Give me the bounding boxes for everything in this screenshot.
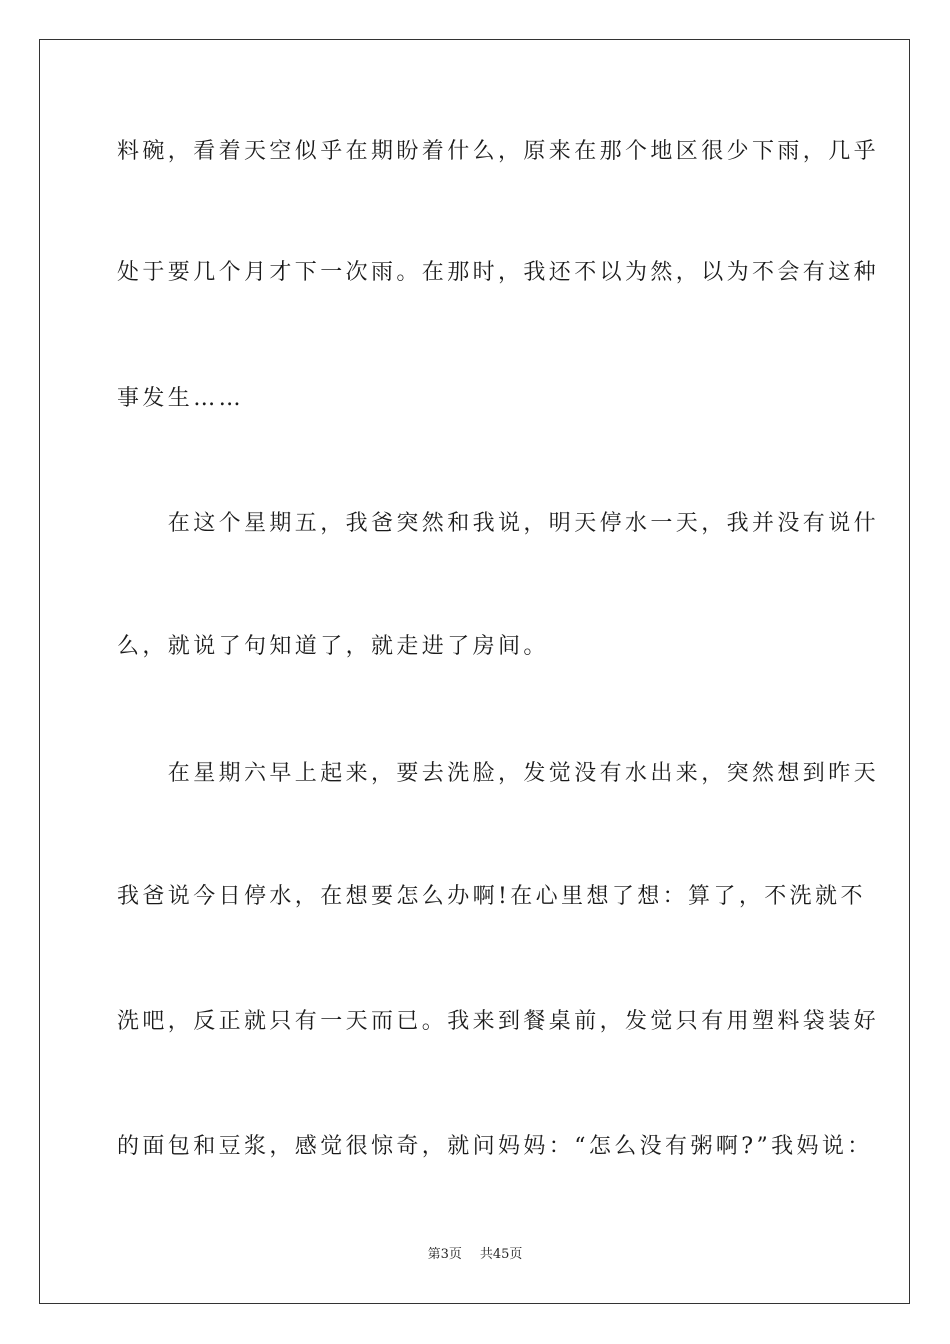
text-line: 我爸说今日停水，在想要怎么办啊!在心里想了想：算了，不洗就不 xyxy=(117,884,866,909)
text-line: 在这个星期五，我爸突然和我说，明天停水一天，我并没有说什 xyxy=(117,511,880,536)
page-footer xyxy=(0,1246,950,1264)
text-line: 么，就说了句知道了，就走进了房间。 xyxy=(117,634,549,659)
page-border xyxy=(39,39,910,1304)
text-line: 在星期六早上起来，要去洗脸，发觉没有水出来，突然想到昨天 xyxy=(117,761,880,786)
text-line: 的面包和豆浆，感觉很惊奇，就问妈妈：“怎么没有粥啊?”我妈说： xyxy=(117,1134,873,1159)
page-number: 第3页 xyxy=(427,1247,462,1262)
text-line: 洗吧，反正就只有一天而已。我来到餐桌前，发觉只有用塑料袋装好 xyxy=(117,1009,880,1034)
text-line: 料碗，看着天空似乎在期盼着什么，原来在那个地区很少下雨，几乎 xyxy=(117,139,880,164)
page-total: 共45页 xyxy=(479,1247,523,1262)
text-line: 事发生…… xyxy=(117,386,245,411)
text-line: 处于要几个月才下一次雨。在那时，我还不以为然，以为不会有这种 xyxy=(117,260,880,285)
